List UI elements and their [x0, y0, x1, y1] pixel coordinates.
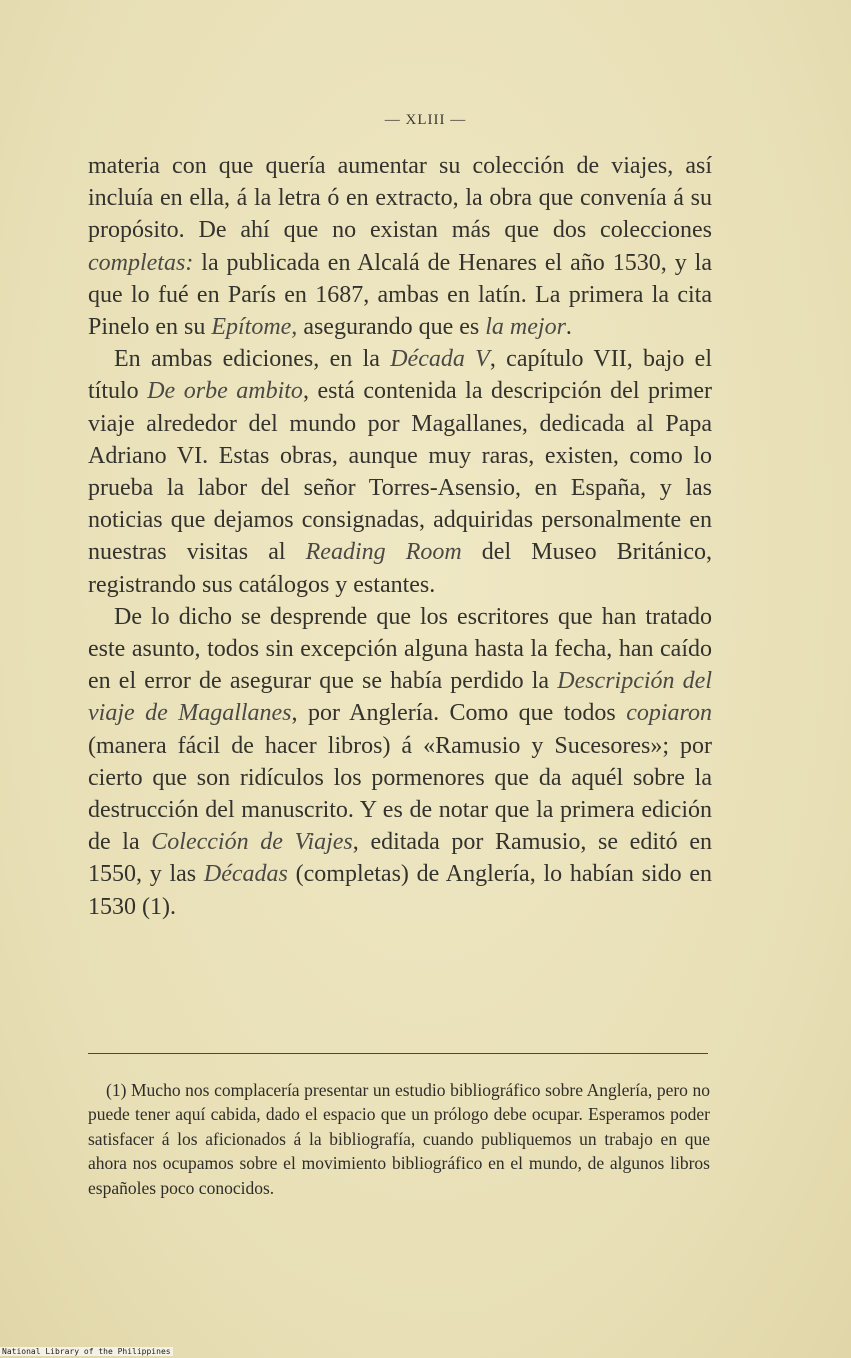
italic-text-run: Décadas — [203, 861, 288, 888]
text-run: , está contenida la descripción del primer viaje alrededor del mundo por Magallanes, dedicada al Papa Adriano VI. Estas obras, aunque muy raras, existen, como lo prueba la labor del señor Torres-Asensio, en España, y las noticias que dejamos consignadas, adquiridas personalmente en nuestras visitas al — [88, 378, 712, 566]
text-run: (completas) de Anglería, lo habían sido en 1530 (1). — [88, 861, 712, 920]
text-run: asegurando que es — [297, 314, 486, 341]
footnote-mark: (1) — [106, 1080, 127, 1100]
text-run: De lo dicho se desprende que los escritores que han tratado este asunto, todos sin excepción alguna hasta la fecha, han caído en el error de asegurar que se había perdido la — [88, 603, 712, 695]
text-run: . — [565, 314, 572, 341]
footnote-text: Mucho nos complacería presentar un estudio bibliográfico sobre Anglería, pero no puede tener aquí cabida, dado el espacio que un prólogo debe ocupar. Esperamos poder satisfacer á los aficionados á la bibliografía, cuando publiquemos un trabajo en que ahora nos ocupamos sobre el movimiento bibliográfico en el mundo, de algunos libros españoles poco conocidos. — [88, 1080, 711, 1198]
italic-text-run: copiaron — [626, 700, 712, 727]
text-run: , por Anglería. Como que todos — [291, 700, 627, 727]
paragraph — [88, 343, 712, 601]
italic-text-run: Reading Room — [305, 539, 462, 566]
text-run: la publicada en Alcalá de Henares el año 1530, y la que lo fué en París en 1687, ambas en latín. La primera la cita Pinelo en su — [88, 249, 712, 341]
paragraph — [88, 150, 712, 343]
text-run: , capítulo VII, bajo el título — [88, 346, 712, 405]
page-number-header: — XLIII — — [384, 112, 467, 128]
italic-text-run: la mejor — [485, 314, 566, 341]
italic-text-run: De orbe ambito — [147, 378, 303, 405]
italic-text-run: completas: — [88, 249, 194, 276]
paragraph — [88, 601, 712, 923]
text-run: En ambas ediciones, en la — [114, 346, 391, 373]
footnote — [88, 1078, 710, 1200]
italic-text-run: Descripción del viaje de Magallanes — [88, 668, 713, 727]
text-run: (manera fácil de hacer libros) á «Ramusio y Sucesores»; por cierto que son ridículos los pormenores que da aquél sobre la destrucción del manuscrito. Y es de notar que la primera edición de la — [88, 732, 712, 856]
main-text — [88, 150, 712, 923]
library-watermark: National Library of the Philippines — [2, 1347, 171, 1356]
italic-text-run: Colección de Viajes — [151, 829, 353, 856]
text-run: materia con que quería aumentar su colección de viajes, así incluía en ella, á la letra ó en extracto, la obra que convenía á su propósito. De ahí que no existan más que dos colecciones — [88, 153, 712, 244]
text-run: , editada por Ramusio, se editó en 1550, y las — [88, 829, 712, 888]
footnote-divider — [88, 1053, 708, 1054]
italic-text-run: Década V — [390, 346, 490, 373]
italic-text-run: Epítome, — [211, 314, 298, 341]
text-run: del Museo Británico, registrando sus catálogos y estantes. — [88, 539, 712, 598]
